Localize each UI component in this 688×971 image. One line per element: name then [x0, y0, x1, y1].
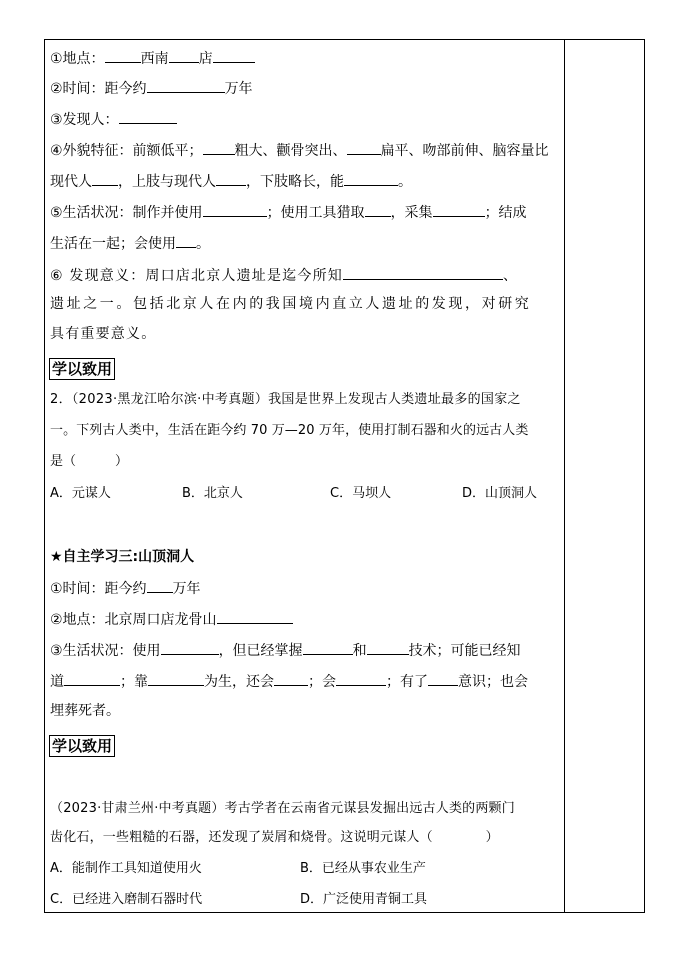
practice-label: 学以致用: [49, 735, 115, 757]
blank: [147, 578, 173, 593]
significance-line-2: 遗址之一。包括北京人在内的我国境内直立人遗址的发现，对研究: [50, 296, 532, 312]
discoverer-line: ③发现人：: [50, 109, 177, 129]
blank: [347, 140, 381, 155]
blank: [161, 640, 219, 655]
question-3-option-b[interactable]: B．已经从事农业生产: [300, 861, 426, 876]
blank: [433, 202, 485, 217]
time-line: ②时间：距今约 万年: [50, 78, 253, 98]
blank: [428, 671, 458, 686]
blank: [148, 671, 204, 686]
life-line-1: ⑤生活状况：制作并使用 ；使用工具猎取 ，采集 ；结成: [50, 202, 527, 222]
blank: [147, 78, 225, 93]
blank: [216, 171, 246, 186]
question-2-line-2: 一。下列古人类中，生活在距今约 70 万—20 万年，使用打制石器和火的远古人类: [50, 423, 529, 438]
blank: [344, 171, 398, 186]
question-2-option-d[interactable]: D．山顶洞人: [462, 486, 538, 501]
blank: [213, 48, 255, 63]
section-3-life-line-2: 道 ；靠 为生，还会 ；会 ；有了 意识；也会: [50, 671, 528, 691]
blank: [169, 48, 199, 63]
question-2-option-a[interactable]: A．元谋人: [50, 486, 111, 501]
table-column-divider: [564, 39, 565, 913]
section-3-life-line-3: 埋葬死者。: [50, 703, 120, 719]
appearance-line-2: 现代人 ，上肢与现代人 ，下肢略长，能 。: [50, 171, 412, 191]
question-3-option-c[interactable]: C．已经进入磨制石器时代: [50, 892, 203, 907]
blank: [303, 640, 353, 655]
blank: [336, 671, 386, 686]
life-line-2: 生活在一起；会使用 。: [50, 233, 210, 253]
section-3-heading: ★自主学习三:山顶洞人: [50, 549, 195, 565]
blank: [203, 140, 235, 155]
section-3-location-line: ②地点：北京周口店龙骨山: [50, 609, 293, 629]
blank: [367, 640, 409, 655]
blank: [365, 202, 391, 217]
practice-label: 学以致用: [49, 358, 115, 380]
appearance-line-1: ④外貌特征：前额低平； 粗大、颧骨突出、 扁平、吻部前伸、脑容量比: [50, 140, 549, 160]
section-3-time-line: ①时间：距今约 万年: [50, 578, 201, 598]
question-2-option-b[interactable]: B．北京人: [182, 486, 243, 501]
question-2-option-c[interactable]: C．马坝人: [330, 486, 392, 501]
question-3-line-2: 齿化石，一些粗糙的石器，还发现了炭屑和烧骨。这说明元谋人（ ）: [50, 830, 499, 845]
section-3-life-line-1: ③生活状况：使用 ，但已经掌握 和 技术；可能已经知: [50, 640, 521, 660]
significance-line-1: ⑥ 发现意义：周口店北京人遗址是迄今所知 、: [50, 265, 518, 285]
blank: [119, 109, 177, 124]
blank: [105, 48, 141, 63]
significance-line-3: 具有重要意义。: [50, 326, 157, 342]
blank: [64, 671, 120, 686]
blank: [274, 671, 308, 686]
blank: [343, 265, 503, 280]
location-line: ①地点： 西南 店: [50, 48, 255, 68]
question-3-option-d[interactable]: D．广泛使用青铜工具: [300, 892, 428, 907]
blank: [92, 171, 118, 186]
question-3-option-a[interactable]: A．能制作工具知道使用火: [50, 861, 202, 876]
question-3-line-1: （2023·甘肃兰州·中考真题）考古学者在云南省元谋县发掘出远古人类的两颗门: [50, 801, 515, 816]
blank: [217, 609, 293, 624]
blank: [176, 233, 196, 248]
question-2-line-1: 2．（2023·黑龙江哈尔滨·中考真题）我国是世界上发现古人类遗址最多的国家之: [50, 392, 521, 407]
question-2-line-3: 是（ ）: [50, 454, 129, 469]
blank: [203, 202, 267, 217]
